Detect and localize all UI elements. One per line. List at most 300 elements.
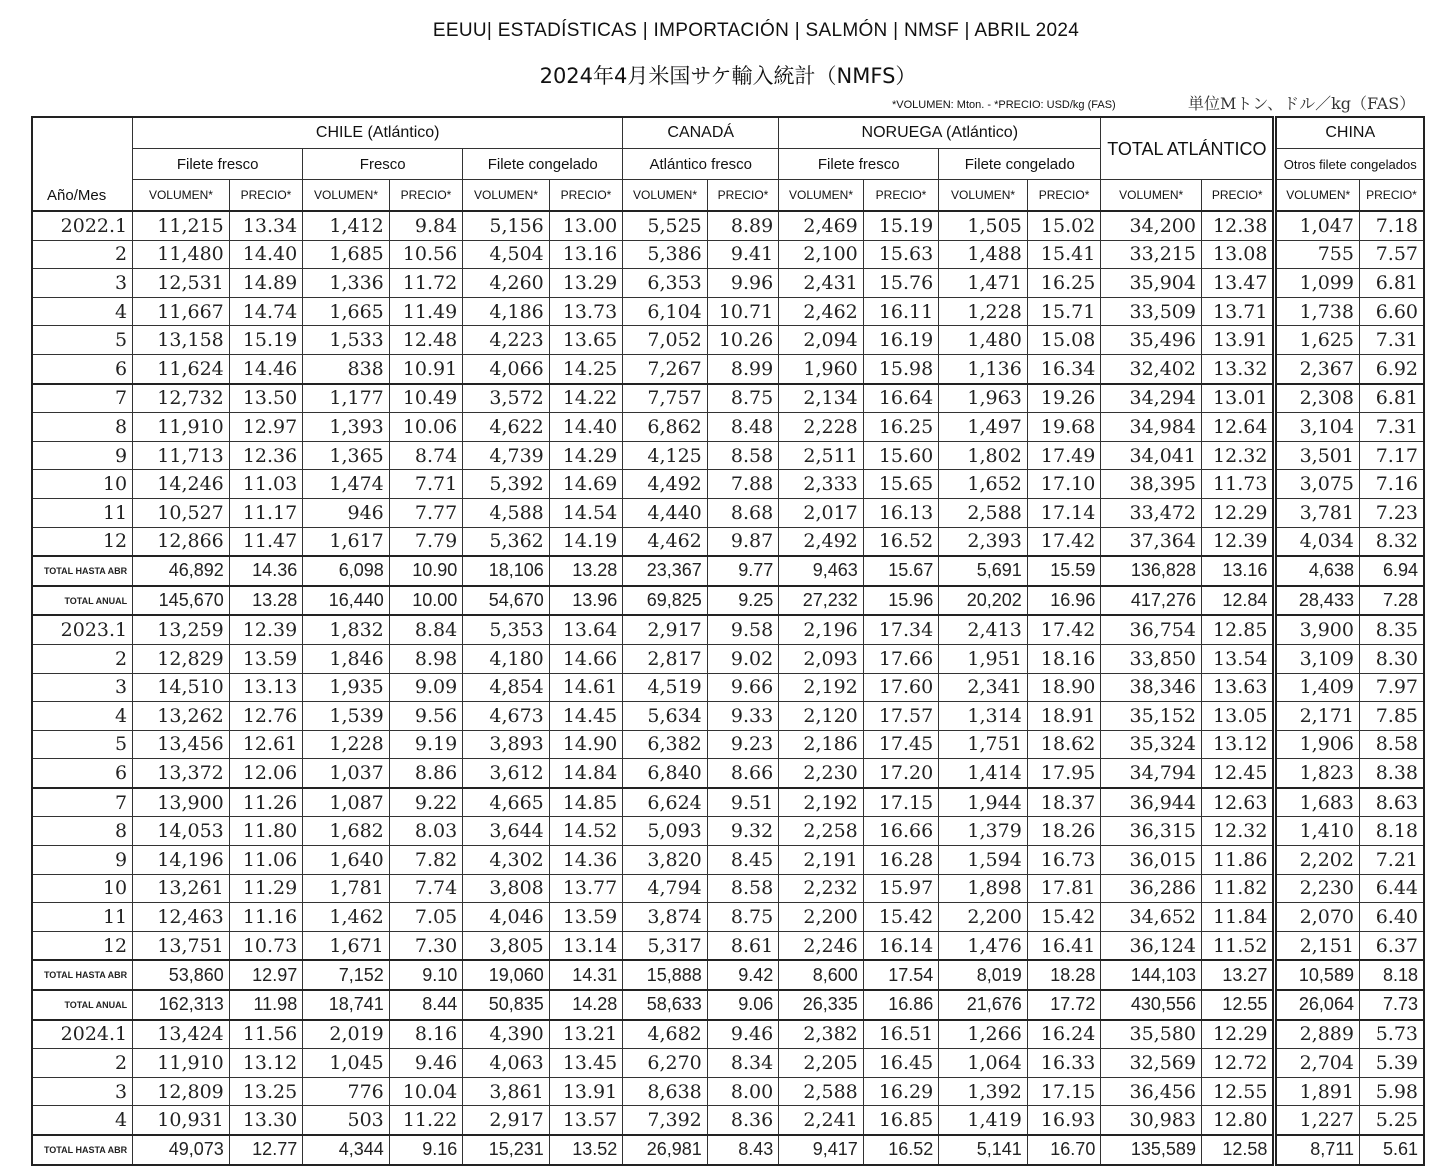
volume-cell: 4,034: [1275, 527, 1360, 556]
volume-cell: 38,395: [1101, 470, 1202, 499]
table-row: [32, 817, 1424, 846]
volume-cell: 4,673: [463, 702, 550, 731]
price-cell: 15.97: [863, 874, 938, 903]
price-cell: 15.96: [863, 586, 938, 616]
row-label: 9: [32, 846, 133, 875]
volume-cell: 5,317: [623, 931, 708, 960]
price-cell: 7.31: [1359, 326, 1424, 355]
price-cell: 13.59: [229, 644, 302, 673]
volume-cell: 36,015: [1101, 846, 1202, 875]
product-header: Atlántico fresco: [623, 149, 779, 180]
volume-cell: 12,732: [133, 384, 230, 413]
price-cell: 6.81: [1359, 269, 1424, 298]
price-cell: 13.16: [1201, 556, 1274, 586]
volume-cell: 13,456: [133, 730, 230, 759]
price-cell: 12.29: [1201, 498, 1274, 527]
row-label: 8: [32, 817, 133, 846]
document-title: EEUU| ESTADÍSTICAS | IMPORTACIÓN | SALMÓN | NMSF | ABRIL 2024: [432, 20, 1080, 41]
volume-cell: 4,462: [623, 527, 708, 556]
price-cell: 8.03: [389, 817, 462, 846]
volume-cell: 3,781: [1275, 498, 1360, 527]
price-cell: 15.59: [1027, 556, 1101, 586]
row-label: 2: [32, 1049, 133, 1078]
volume-cell: 5,353: [463, 615, 550, 644]
volume-cell: 136,828: [1101, 556, 1202, 586]
volume-cell: 946: [303, 498, 390, 527]
price-cell: 10.49: [389, 384, 462, 413]
price-cell: 12.55: [1201, 990, 1274, 1020]
volume-cell: 1,539: [303, 702, 390, 731]
price-cell: 11.80: [229, 817, 302, 846]
volume-cell: 1,898: [939, 874, 1028, 903]
volume-cell: 3,104: [1275, 413, 1360, 442]
volume-cell: 776: [303, 1077, 390, 1106]
table-row: [32, 1049, 1424, 1078]
row-label: 10: [32, 470, 133, 499]
volume-cell: 12,866: [133, 527, 230, 556]
volume-cell: 33,509: [1101, 297, 1202, 326]
price-cell: 16.11: [863, 297, 938, 326]
volume-cell: 1,891: [1275, 1077, 1360, 1106]
volume-cell: 4,223: [463, 326, 550, 355]
price-cell: 8.30: [1359, 644, 1424, 673]
volume-cell: 2,171: [1275, 702, 1360, 731]
price-cell: 15.42: [863, 903, 938, 932]
volumen-header: VOLUMEN*: [779, 180, 864, 212]
table-row: [32, 615, 1424, 644]
price-cell: 13.71: [1201, 297, 1274, 326]
volume-cell: 2,191: [779, 846, 864, 875]
price-cell: 8.63: [1359, 788, 1424, 817]
volume-cell: 4,622: [463, 413, 550, 442]
price-cell: 8.58: [707, 441, 778, 470]
table-row: [32, 470, 1424, 499]
volume-cell: 1,906: [1275, 730, 1360, 759]
volume-cell: 11,624: [133, 354, 230, 383]
price-cell: 16.73: [1027, 846, 1101, 875]
price-cell: 8.43: [707, 1135, 778, 1165]
price-cell: 16.64: [863, 384, 938, 413]
price-cell: 12.06: [229, 759, 302, 788]
volume-cell: 3,612: [463, 759, 550, 788]
units-note: *VOLUMEN: Mton. - *PRECIO: USD/kg (FAS): [892, 99, 1116, 111]
volume-cell: 53,860: [133, 960, 230, 990]
row-label: 4: [32, 297, 133, 326]
price-cell: 7.17: [1359, 441, 1424, 470]
row-label: 11: [32, 903, 133, 932]
price-cell: 9.22: [389, 788, 462, 817]
price-cell: 6.44: [1359, 874, 1424, 903]
volume-cell: 11,910: [133, 1049, 230, 1078]
price-cell: 16.29: [863, 1077, 938, 1106]
table-row: [32, 240, 1424, 269]
price-cell: 13.77: [549, 874, 622, 903]
price-cell: 13.57: [549, 1106, 622, 1135]
price-cell: 16.66: [863, 817, 938, 846]
row-label: 5: [32, 326, 133, 355]
volume-cell: 5,386: [623, 240, 708, 269]
volume-cell: 4,794: [623, 874, 708, 903]
price-cell: 8.75: [707, 903, 778, 932]
price-cell: 14.19: [549, 527, 622, 556]
price-cell: 14.52: [549, 817, 622, 846]
volume-cell: 1,087: [303, 788, 390, 817]
row-label: 6: [32, 354, 133, 383]
price-cell: 7.79: [389, 527, 462, 556]
row-label: 7: [32, 788, 133, 817]
price-cell: 17.15: [1027, 1077, 1101, 1106]
volume-cell: 37,364: [1101, 527, 1202, 556]
price-cell: 6.40: [1359, 903, 1424, 932]
price-cell: 15.65: [863, 470, 938, 499]
row-label: 3: [32, 1077, 133, 1106]
price-cell: 17.10: [1027, 470, 1101, 499]
volume-cell: 1,410: [1275, 817, 1360, 846]
product-header: Fresco: [303, 149, 463, 180]
price-cell: 18.62: [1027, 730, 1101, 759]
volume-cell: 11,667: [133, 297, 230, 326]
volume-cell: 1,228: [303, 730, 390, 759]
row-label: 8: [32, 413, 133, 442]
volume-cell: 1,474: [303, 470, 390, 499]
volume-cell: 8,711: [1275, 1135, 1360, 1165]
price-cell: 17.72: [1027, 990, 1101, 1020]
volume-cell: 1,497: [939, 413, 1028, 442]
price-cell: 15.19: [863, 211, 938, 240]
table-row: [32, 441, 1424, 470]
volume-cell: 7,152: [303, 960, 390, 990]
volume-cell: 2,588: [939, 498, 1028, 527]
price-cell: 18.91: [1027, 702, 1101, 731]
volume-cell: 1,594: [939, 846, 1028, 875]
price-cell: 9.46: [707, 1020, 778, 1049]
volume-cell: 4,492: [623, 470, 708, 499]
price-cell: 13.54: [1201, 644, 1274, 673]
volume-cell: 1,037: [303, 759, 390, 788]
price-cell: 16.34: [1027, 354, 1101, 383]
volume-cell: 11,713: [133, 441, 230, 470]
country-header-total: TOTAL ATLÁNTICO: [1101, 117, 1275, 180]
row-label: TOTAL ANUAL: [32, 586, 133, 616]
price-cell: 11.56: [229, 1020, 302, 1049]
volume-cell: 4,854: [463, 673, 550, 702]
price-cell: 18.28: [1027, 960, 1101, 990]
price-cell: 12.77: [229, 1135, 302, 1165]
volume-cell: 32,569: [1101, 1049, 1202, 1078]
price-cell: 12.61: [229, 730, 302, 759]
table-row: [32, 788, 1424, 817]
volume-cell: 13,158: [133, 326, 230, 355]
price-cell: 11.16: [229, 903, 302, 932]
row-label: 4: [32, 702, 133, 731]
volume-cell: 1,665: [303, 297, 390, 326]
price-cell: 13.73: [549, 297, 622, 326]
price-cell: 8.58: [1359, 730, 1424, 759]
row-label: 3: [32, 269, 133, 298]
volume-cell: 1,227: [1275, 1106, 1360, 1135]
volume-cell: 135,589: [1101, 1135, 1202, 1165]
price-cell: 16.96: [1027, 586, 1101, 616]
row-label: TOTAL ANUAL: [32, 990, 133, 1020]
volume-cell: 1,414: [939, 759, 1028, 788]
precio-header: PRECIO*: [549, 180, 622, 212]
volume-cell: 12,809: [133, 1077, 230, 1106]
volume-cell: 1,045: [303, 1049, 390, 1078]
price-cell: 8.00: [707, 1077, 778, 1106]
price-cell: 14.54: [549, 498, 622, 527]
table-row: [32, 673, 1424, 702]
row-label: 12: [32, 931, 133, 960]
volume-cell: 2,462: [779, 297, 864, 326]
price-cell: 10.71: [707, 297, 778, 326]
price-cell: 7.18: [1359, 211, 1424, 240]
price-cell: 7.73: [1359, 990, 1424, 1020]
volume-cell: 8,600: [779, 960, 864, 990]
country-header-china: CHINA: [1275, 117, 1424, 149]
volume-cell: 36,124: [1101, 931, 1202, 960]
price-cell: 16.24: [1027, 1020, 1101, 1049]
volume-cell: 1,266: [939, 1020, 1028, 1049]
volume-cell: 19,060: [463, 960, 550, 990]
volume-cell: 5,141: [939, 1135, 1028, 1165]
price-cell: 17.45: [863, 730, 938, 759]
volume-cell: 4,066: [463, 354, 550, 383]
price-cell: 17.49: [1027, 441, 1101, 470]
table-row: [32, 759, 1424, 788]
volume-cell: 3,808: [463, 874, 550, 903]
volume-cell: 16,440: [303, 586, 390, 616]
price-cell: 14.69: [549, 470, 622, 499]
row-label: TOTAL HASTA ABR: [32, 1135, 133, 1165]
price-cell: 14.90: [549, 730, 622, 759]
price-cell: 14.45: [549, 702, 622, 731]
table-row: [32, 931, 1424, 960]
price-cell: 11.03: [229, 470, 302, 499]
volume-cell: 5,634: [623, 702, 708, 731]
volume-cell: 2,382: [779, 1020, 864, 1049]
volume-cell: 2,200: [939, 903, 1028, 932]
volume-cell: 36,944: [1101, 788, 1202, 817]
price-cell: 9.19: [389, 730, 462, 759]
price-cell: 17.14: [1027, 498, 1101, 527]
volume-cell: 2,588: [779, 1077, 864, 1106]
volume-cell: 2,019: [303, 1020, 390, 1049]
volume-cell: 2,017: [779, 498, 864, 527]
precio-header: PRECIO*: [1359, 180, 1424, 212]
row-label: 6: [32, 759, 133, 788]
price-cell: 14.61: [549, 673, 622, 702]
volume-cell: 2,817: [623, 644, 708, 673]
table-row: [32, 326, 1424, 355]
volumen-header: VOLUMEN*: [939, 180, 1028, 212]
price-cell: 13.28: [229, 586, 302, 616]
row-label: TOTAL HASTA ABR: [32, 960, 133, 990]
volume-cell: 33,850: [1101, 644, 1202, 673]
price-cell: 13.01: [1201, 384, 1274, 413]
price-cell: 14.22: [549, 384, 622, 413]
volume-cell: 2,093: [779, 644, 864, 673]
price-cell: 7.88: [707, 470, 778, 499]
volume-cell: 1,951: [939, 644, 1028, 673]
price-cell: 9.87: [707, 527, 778, 556]
volume-cell: 69,825: [623, 586, 708, 616]
price-cell: 9.25: [707, 586, 778, 616]
row-label: 11: [32, 498, 133, 527]
table-row: [32, 644, 1424, 673]
volume-cell: 14,510: [133, 673, 230, 702]
price-cell: 17.81: [1027, 874, 1101, 903]
volume-cell: 1,505: [939, 211, 1028, 240]
price-cell: 7.85: [1359, 702, 1424, 731]
volume-cell: 2,100: [779, 240, 864, 269]
volume-cell: 5,362: [463, 527, 550, 556]
price-cell: 8.75: [707, 384, 778, 413]
price-cell: 12.80: [1201, 1106, 1274, 1135]
volume-cell: 5,392: [463, 470, 550, 499]
price-cell: 14.85: [549, 788, 622, 817]
volumen-header: VOLUMEN*: [1101, 180, 1202, 212]
price-cell: 17.15: [863, 788, 938, 817]
price-cell: 15.98: [863, 354, 938, 383]
price-cell: 8.45: [707, 846, 778, 875]
volume-cell: 2,511: [779, 441, 864, 470]
price-cell: 9.77: [707, 556, 778, 586]
volume-cell: 33,472: [1101, 498, 1202, 527]
volume-cell: 13,261: [133, 874, 230, 903]
total-row: [32, 556, 1424, 586]
volume-cell: 1,392: [939, 1077, 1028, 1106]
price-cell: 12.97: [229, 413, 302, 442]
volume-cell: 2,205: [779, 1049, 864, 1078]
price-cell: 14.89: [229, 269, 302, 298]
price-cell: 7.30: [389, 931, 462, 960]
volume-cell: 2,246: [779, 931, 864, 960]
precio-header: PRECIO*: [1027, 180, 1101, 212]
volume-cell: 1,738: [1275, 297, 1360, 326]
price-cell: 11.86: [1201, 846, 1274, 875]
volume-cell: 2,258: [779, 817, 864, 846]
volume-cell: 34,794: [1101, 759, 1202, 788]
volume-cell: 1,935: [303, 673, 390, 702]
price-cell: 16.86: [863, 990, 938, 1020]
price-cell: 10.73: [229, 931, 302, 960]
product-header: Filete congelado: [939, 149, 1101, 180]
volume-cell: 2,367: [1275, 354, 1360, 383]
table-row: [32, 846, 1424, 875]
price-cell: 14.46: [229, 354, 302, 383]
price-cell: 12.84: [1201, 586, 1274, 616]
price-cell: 7.97: [1359, 673, 1424, 702]
total-row: [32, 586, 1424, 616]
volume-cell: 14,246: [133, 470, 230, 499]
volume-cell: 15,231: [463, 1135, 550, 1165]
price-cell: 9.09: [389, 673, 462, 702]
price-cell: 14.40: [549, 413, 622, 442]
volume-cell: 34,041: [1101, 441, 1202, 470]
volume-cell: 1,099: [1275, 269, 1360, 298]
volume-cell: 1,228: [939, 297, 1028, 326]
table-row: [32, 527, 1424, 556]
volume-cell: 36,315: [1101, 817, 1202, 846]
price-cell: 9.46: [389, 1049, 462, 1078]
price-cell: 14.84: [549, 759, 622, 788]
volume-cell: 27,232: [779, 586, 864, 616]
volume-cell: 18,106: [463, 556, 550, 586]
price-cell: 11.84: [1201, 903, 1274, 932]
volume-cell: 34,294: [1101, 384, 1202, 413]
volume-cell: 36,286: [1101, 874, 1202, 903]
volume-cell: 2,230: [1275, 874, 1360, 903]
volume-cell: 2,308: [1275, 384, 1360, 413]
volume-cell: 2,341: [939, 673, 1028, 702]
volume-cell: 2,917: [623, 615, 708, 644]
row-label: 2023.1: [32, 615, 133, 644]
volume-cell: 2,492: [779, 527, 864, 556]
volume-cell: 13,262: [133, 702, 230, 731]
volume-cell: 7,757: [623, 384, 708, 413]
volume-cell: 1,617: [303, 527, 390, 556]
price-cell: 14.36: [229, 556, 302, 586]
volume-cell: 6,840: [623, 759, 708, 788]
price-cell: 11.72: [389, 269, 462, 298]
volume-cell: 35,580: [1101, 1020, 1202, 1049]
volume-cell: 2,192: [779, 788, 864, 817]
table-row: [32, 384, 1424, 413]
price-cell: 8.18: [1359, 817, 1424, 846]
volume-cell: 35,496: [1101, 326, 1202, 355]
price-cell: 12.32: [1201, 441, 1274, 470]
volume-cell: 2,413: [939, 615, 1028, 644]
price-cell: 12.58: [1201, 1135, 1274, 1165]
price-cell: 14.36: [549, 846, 622, 875]
price-cell: 13.21: [549, 1020, 622, 1049]
price-cell: 13.64: [549, 615, 622, 644]
price-cell: 7.74: [389, 874, 462, 903]
volume-cell: 2,070: [1275, 903, 1360, 932]
price-cell: 16.13: [863, 498, 938, 527]
precio-header: PRECIO*: [863, 180, 938, 212]
price-cell: 5.39: [1359, 1049, 1424, 1078]
volume-cell: 12,531: [133, 269, 230, 298]
volume-cell: 13,372: [133, 759, 230, 788]
price-cell: 7.71: [389, 470, 462, 499]
volume-cell: 1,685: [303, 240, 390, 269]
price-cell: 17.66: [863, 644, 938, 673]
volume-cell: 38,346: [1101, 673, 1202, 702]
volume-cell: 1,476: [939, 931, 1028, 960]
price-cell: 9.51: [707, 788, 778, 817]
price-cell: 12.85: [1201, 615, 1274, 644]
volume-cell: 145,670: [133, 586, 230, 616]
volume-cell: 35,904: [1101, 269, 1202, 298]
price-cell: 7.82: [389, 846, 462, 875]
volume-cell: 2,200: [779, 903, 864, 932]
price-cell: 14.74: [229, 297, 302, 326]
volumen-header: VOLUMEN*: [463, 180, 550, 212]
price-cell: 10.26: [707, 326, 778, 355]
volume-cell: 2,120: [779, 702, 864, 731]
price-cell: 12.97: [229, 960, 302, 990]
table-row: [32, 874, 1424, 903]
price-cell: 12.39: [229, 615, 302, 644]
price-cell: 10.04: [389, 1077, 462, 1106]
row-label: 12: [32, 527, 133, 556]
price-cell: 6.92: [1359, 354, 1424, 383]
volume-cell: 10,589: [1275, 960, 1360, 990]
volume-cell: 3,109: [1275, 644, 1360, 673]
volume-cell: 13,259: [133, 615, 230, 644]
volume-cell: 3,805: [463, 931, 550, 960]
